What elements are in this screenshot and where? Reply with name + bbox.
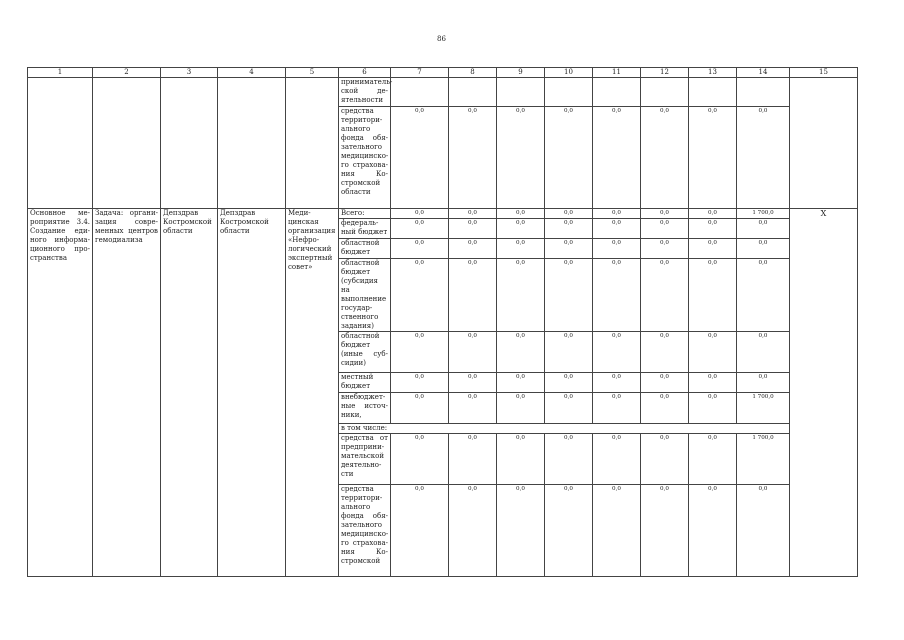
value-cell: 0,0	[641, 393, 689, 424]
value-cell: 0,0	[689, 219, 737, 239]
cell-empty	[28, 78, 93, 209]
value-cell: 0,0	[545, 434, 593, 485]
measure-coexecutor: Депздрав Костромской области	[218, 209, 286, 577]
value-cell: 0,0	[593, 259, 641, 332]
value-cell: 0,0	[449, 373, 497, 393]
value-cell: 0,0	[391, 219, 449, 239]
value-cell: 0,0	[497, 219, 545, 239]
value-cell: 0,0	[391, 209, 449, 219]
result-mark: Х	[790, 209, 858, 577]
measure-responsible: Депздрав Костромской области	[161, 209, 218, 577]
value-cell: 0,0	[641, 209, 689, 219]
col-header: 11	[593, 68, 641, 78]
value-cell: 0,0	[641, 434, 689, 485]
value-cell: 0,0	[641, 332, 689, 373]
col-header: 3	[161, 68, 218, 78]
value-cell: 0,0	[497, 209, 545, 219]
value-cell: 0,0	[641, 239, 689, 259]
value-cell: 0,0	[497, 434, 545, 485]
col-header: 10	[545, 68, 593, 78]
value-cell: 0,0	[593, 209, 641, 219]
value-cell: 0,0	[689, 259, 737, 332]
value-cell: 0,0	[449, 219, 497, 239]
budget-table	[27, 67, 858, 577]
value-cell: 0,0	[449, 393, 497, 424]
value-cell: 0,0	[391, 259, 449, 332]
col-header: 4	[218, 68, 286, 78]
cell-empty	[218, 78, 286, 209]
value-cell: 0,0	[545, 393, 593, 424]
value-cell: 0,0	[689, 332, 737, 373]
value-cell: 0,0	[737, 332, 790, 373]
measure-participant: Медицинская организация «Нефрологический экспертный совет»	[286, 209, 339, 577]
value-cell: 0,0	[391, 485, 449, 577]
value-cell: 0,0	[689, 239, 737, 259]
col-header: 15	[790, 68, 858, 78]
value-cell: 0,0	[497, 239, 545, 259]
value-cell: 1 700,0	[737, 434, 790, 485]
funding-source-label: местный бюджет	[339, 373, 391, 393]
value-cell	[391, 78, 449, 107]
col-header: 6	[339, 68, 391, 78]
value-cell: 0,0	[391, 239, 449, 259]
funding-source-label: федеральный бюджет	[339, 219, 391, 239]
value-cell: 0,0	[497, 485, 545, 577]
value-cell: 0,0	[545, 209, 593, 219]
value-cell: 0,0	[497, 373, 545, 393]
value-cell: 0,0	[641, 107, 689, 209]
value-cell	[737, 78, 790, 107]
value-cell: 0,0	[449, 239, 497, 259]
funding-source-label: в том числе:	[339, 424, 790, 434]
value-cell: 0,0	[449, 209, 497, 219]
col-header: 5	[286, 68, 339, 78]
value-cell: 0,0	[497, 393, 545, 424]
value-cell: 0,0	[689, 434, 737, 485]
value-cell: 0,0	[641, 259, 689, 332]
value-cell: 0,0	[689, 485, 737, 577]
value-cell: 1 700,0	[737, 209, 790, 219]
cell-empty	[286, 78, 339, 209]
value-cell: 0,0	[545, 239, 593, 259]
value-cell: 0,0	[497, 332, 545, 373]
col-header: 14	[737, 68, 790, 78]
value-cell: 0,0	[689, 209, 737, 219]
funding-source-label: принимательской деятельности	[339, 78, 391, 107]
funding-source-label: областной бюджет (субсидия на выполнение государственного задания)	[339, 259, 391, 332]
value-cell: 0,0	[449, 485, 497, 577]
value-cell: 0,0	[593, 239, 641, 259]
value-cell: 0,0	[641, 485, 689, 577]
funding-source-label: областной бюджет	[339, 239, 391, 259]
value-cell: 0,0	[689, 393, 737, 424]
value-cell: 0,0	[391, 393, 449, 424]
col-header: 1	[28, 68, 93, 78]
cell-empty	[161, 78, 218, 209]
value-cell: 0,0	[593, 332, 641, 373]
value-cell	[689, 78, 737, 107]
measure-task: Задача: организация современных центров гемодиализа	[93, 209, 161, 577]
cell-empty	[93, 78, 161, 209]
funding-source-label: средства от предпринимательской деятельности	[339, 434, 391, 485]
value-cell: 0,0	[391, 107, 449, 209]
value-cell: 0,0	[737, 485, 790, 577]
value-cell: 0,0	[449, 259, 497, 332]
value-cell: 0,0	[737, 219, 790, 239]
value-cell	[497, 78, 545, 107]
value-cell: 0,0	[545, 373, 593, 393]
value-cell: 0,0	[545, 332, 593, 373]
value-cell	[545, 78, 593, 107]
value-cell	[641, 78, 689, 107]
cell-empty	[790, 78, 858, 209]
table-row	[28, 78, 858, 107]
col-header: 8	[449, 68, 497, 78]
value-cell: 0,0	[737, 373, 790, 393]
col-header: 13	[689, 68, 737, 78]
value-cell: 0,0	[593, 485, 641, 577]
value-cell: 0,0	[593, 373, 641, 393]
value-cell: 0,0	[593, 393, 641, 424]
value-cell: 0,0	[545, 259, 593, 332]
value-cell	[593, 78, 641, 107]
value-cell: 0,0	[689, 373, 737, 393]
value-cell: 0,0	[593, 434, 641, 485]
value-cell: 0,0	[641, 219, 689, 239]
table-row	[28, 209, 858, 219]
value-cell: 0,0	[545, 107, 593, 209]
funding-source-label: Всего:	[339, 209, 391, 219]
value-cell: 1 700,0	[737, 393, 790, 424]
value-cell: 0,0	[737, 239, 790, 259]
value-cell: 0,0	[391, 434, 449, 485]
value-cell	[449, 78, 497, 107]
col-header: 9	[497, 68, 545, 78]
funding-source-label: областной бюджет (иные субсидии)	[339, 332, 391, 373]
value-cell: 0,0	[497, 259, 545, 332]
col-header: 2	[93, 68, 161, 78]
value-cell: 0,0	[689, 107, 737, 209]
value-cell: 0,0	[497, 107, 545, 209]
funding-source-label: средства территориального фонда обязательного медицинского страхования Костромской области	[339, 107, 391, 209]
value-cell: 0,0	[449, 107, 497, 209]
value-cell: 0,0	[737, 259, 790, 332]
page-number: 86	[437, 35, 446, 43]
value-cell: 0,0	[593, 219, 641, 239]
col-header: 7	[391, 68, 449, 78]
measure-title: Основное мероприятие 3.4. Создание единого информационного пространства	[28, 209, 93, 577]
funding-source-label: внебюджетные источники,	[339, 393, 391, 424]
value-cell: 0,0	[641, 373, 689, 393]
col-header: 12	[641, 68, 689, 78]
value-cell: 0,0	[737, 107, 790, 209]
value-cell: 0,0	[391, 373, 449, 393]
value-cell: 0,0	[391, 332, 449, 373]
value-cell: 0,0	[545, 219, 593, 239]
value-cell: 0,0	[545, 485, 593, 577]
column-number-row	[28, 68, 858, 78]
value-cell: 0,0	[593, 107, 641, 209]
value-cell: 0,0	[449, 434, 497, 485]
funding-source-label: средства территориального фонда обязательного медицинского страхования Костромской	[339, 485, 391, 577]
value-cell: 0,0	[449, 332, 497, 373]
